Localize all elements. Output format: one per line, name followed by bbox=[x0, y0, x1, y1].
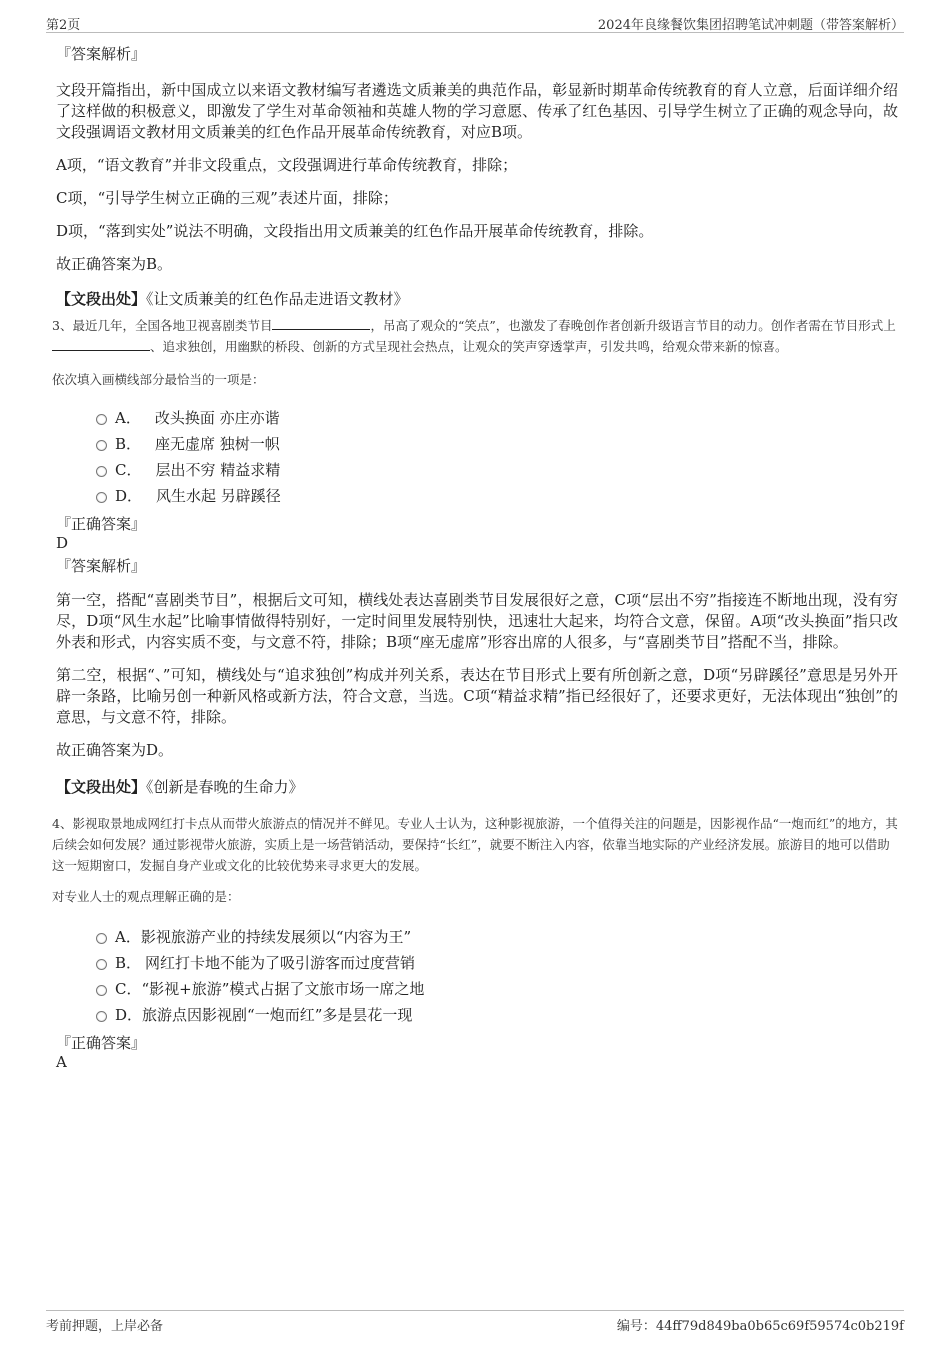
correct-answer-label: 『正确答案』 bbox=[56, 515, 147, 533]
option-b[interactable] bbox=[96, 430, 898, 456]
page-footer bbox=[46, 1310, 904, 1334]
option-letter: D． bbox=[115, 1005, 143, 1024]
source-label: 【文段出处】 bbox=[56, 290, 147, 308]
source-title: 《让文质兼美的红色作品走进语文教材》 bbox=[146, 290, 409, 308]
correct-answer-label: 『正确答案』 bbox=[56, 1034, 147, 1052]
stem-text: 、追求独创，用幽默的桥段、创新的方式呈现社会热点，让观众的笑声穿透掌声，引发共鸣，给观众带来新的惊喜。 bbox=[150, 339, 788, 354]
analysis-paragraph: 第一空，搭配“喜剧类节目”，根据后文可知，横线处表达喜剧类节目发展很好之意，C项“层出不穷”指接连不断地出现，没有穷尽，D项“风生水起”比喻事情做得特别好，一定时间里发展特别快，迅速壮大起来，均符合文意，保留。A项“改头换面”指只改外表和形式，内容实质不变，与文意不符，排除；B项“座无虚席”形容出席的人很多，与“喜剧类节目”搭配不当，排除。 bbox=[56, 591, 898, 651]
page-content bbox=[52, 44, 898, 1071]
fill-blank bbox=[52, 338, 150, 351]
option-b[interactable] bbox=[96, 949, 898, 975]
question-3-options bbox=[96, 404, 898, 508]
option-text: 旅游点因影视剧“一炮而红”多是昙花一现 bbox=[142, 1005, 413, 1024]
question-4-stem: 4、影视取景地成网红打卡点从而带火旅游点的情况并不鲜见。专业人士认为，这种影视旅游，一个值得关注的问题是，因影视作品“一炮而红”的地方，其后续会如何发展？通过影视带火旅游，实质上是一场营销活动，要保持“长红”，就要不断注入内容，依靠当地实际的产业经济发展。旅游目的地可以借助这一短期窗口，发掘自身产业或文化的比较优势来寻求更大的发展。 bbox=[52, 816, 898, 873]
analysis-paragraph: 文段开篇指出，新中国成立以来语文教材编写者遴选文质兼美的典范作品，彰显新时期革命传统教育的育人立意，后面详细介绍了这样做的积极意义，即激发了学生对革命领袖和英雄人物的学习意愿、传承了红色基因、引导学生树立了正确的观念导向，故文段强调语文教材用文质兼美的红色作品开展革命传统教育，对应B项。 bbox=[56, 81, 898, 141]
correct-answer: A bbox=[56, 1053, 67, 1071]
option-text: 影视旅游产业的持续发展须以“内容为王” bbox=[140, 927, 412, 946]
radio-icon[interactable] bbox=[96, 414, 107, 425]
document-title: 2024年良缘餐饮集团招聘笔试冲刺题（带答案解析） bbox=[597, 18, 904, 33]
question-4-prompt: 对专业人士的观点理解正确的是： bbox=[52, 889, 240, 904]
option-text: 网红打卡地不能为了吸引游客而过度营销 bbox=[145, 953, 416, 972]
radio-icon[interactable] bbox=[96, 1011, 107, 1022]
option-letter: B． bbox=[115, 434, 142, 453]
analysis-paragraph: C项，“引导学生树立正确的三观”表述片面，排除； bbox=[56, 189, 398, 207]
option-a[interactable] bbox=[96, 404, 898, 430]
option-d[interactable] bbox=[96, 1001, 898, 1027]
fill-blank bbox=[272, 317, 370, 330]
radio-icon[interactable] bbox=[96, 440, 107, 451]
analysis-paragraph: A项，“语文教育”并非文段重点，文段强调进行革命传统教育，排除； bbox=[56, 156, 518, 174]
analysis-label: 『答案解析』 bbox=[56, 45, 147, 63]
page-header bbox=[46, 12, 904, 33]
stem-text: 3、最近几年，全国各地卫视喜剧类节目 bbox=[52, 318, 273, 333]
page-number: 第2页 bbox=[46, 18, 81, 33]
option-letter: A． bbox=[115, 927, 141, 946]
question-3-stem bbox=[52, 315, 898, 357]
option-text: 座无虚席 独树一帜 bbox=[155, 434, 280, 453]
document-id: 编号：44ff79d849ba0b65c69f59574c0b219f bbox=[616, 1319, 904, 1334]
option-c[interactable] bbox=[96, 456, 898, 482]
analysis-conclusion: 故正确答案为D。 bbox=[56, 741, 174, 759]
source-label: 【文段出处】 bbox=[56, 778, 147, 796]
question-3-prompt: 依次填入画横线部分最恰当的一项是： bbox=[52, 372, 265, 387]
analysis-paragraph: 第二空，根据“、”可知，横线处与“追求独创”构成并列关系，表达在节目形式上要有所创新之意，D项“另辟蹊径”意思是另外开辟一条路，比喻另创一种新风格或新方法，符合文意，当选。C项“精益求精”指已经很好了，还要求更好，无法体现出“独创”的意思，与文意不符，排除。 bbox=[56, 666, 898, 726]
footer-slogan: 考前押题，上岸必备 bbox=[46, 1319, 164, 1334]
radio-icon[interactable] bbox=[96, 959, 107, 970]
analysis-paragraph: D项，“落到实处”说法不明确，文段指出用文质兼美的红色作品开展革命传统教育，排除。 bbox=[56, 222, 654, 240]
option-letter: D． bbox=[115, 486, 143, 505]
radio-icon[interactable] bbox=[96, 466, 107, 477]
option-d[interactable] bbox=[96, 482, 898, 508]
question-4-options bbox=[96, 923, 898, 1027]
radio-icon[interactable] bbox=[96, 492, 107, 503]
option-a[interactable] bbox=[96, 923, 898, 949]
analysis-conclusion: 故正确答案为B。 bbox=[56, 255, 173, 273]
correct-answer: D bbox=[56, 534, 69, 552]
option-letter: C． bbox=[115, 460, 142, 479]
option-c[interactable] bbox=[96, 975, 898, 1001]
source-citation bbox=[56, 289, 898, 309]
option-text: 风生水起 另辟蹊径 bbox=[156, 486, 281, 505]
option-letter: C． bbox=[115, 979, 142, 998]
analysis-label: 『答案解析』 bbox=[56, 557, 147, 575]
radio-icon[interactable] bbox=[96, 933, 107, 944]
option-text: “影视+旅游”模式占据了文旅市场一席之地 bbox=[141, 979, 425, 998]
source-title: 《创新是春晚的生命力》 bbox=[146, 778, 304, 796]
option-letter: B． bbox=[115, 953, 142, 972]
radio-icon[interactable] bbox=[96, 985, 107, 996]
source-citation bbox=[56, 777, 898, 797]
stem-text: ，吊高了观众的“笑点”，也激发了春晚创作者创新升级语言节目的动力。创作者需在节目形式上 bbox=[370, 318, 896, 333]
option-text: 改头换面 亦庄亦谐 bbox=[154, 408, 280, 427]
option-letter: A． bbox=[115, 408, 141, 427]
option-text: 层出不穷 精益求精 bbox=[155, 460, 281, 479]
